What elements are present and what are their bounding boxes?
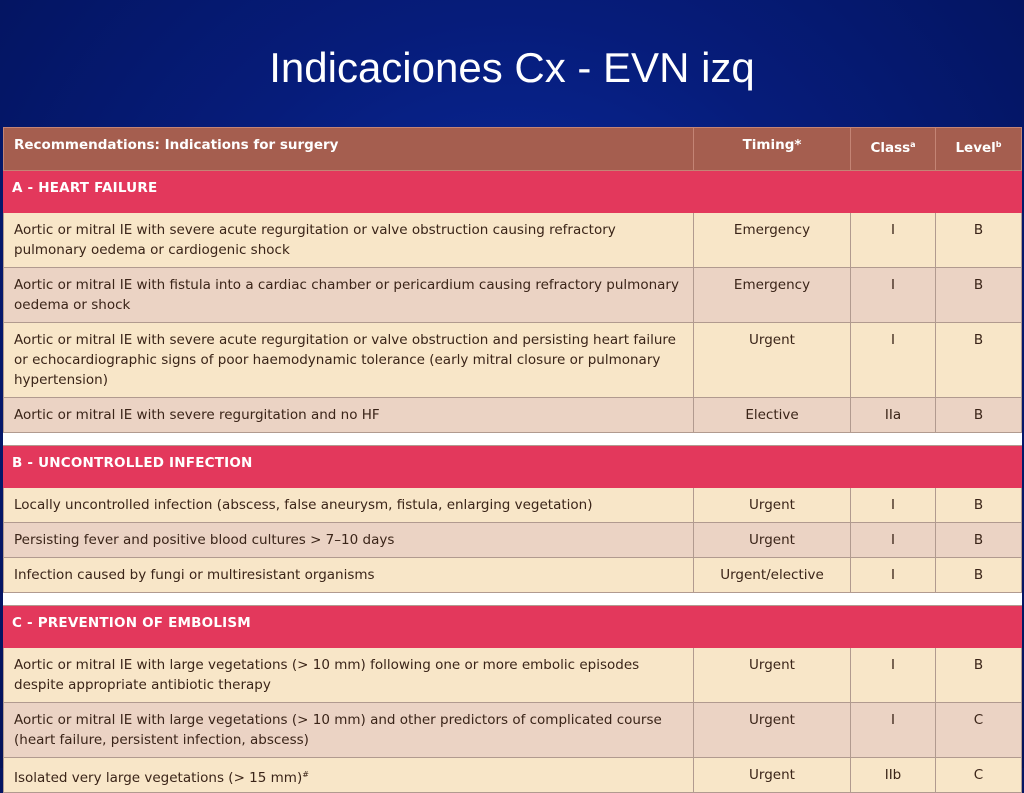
slide-title: Indicaciones Cx - EVN izq (269, 44, 755, 91)
header-class (851, 128, 936, 171)
recommendation-cell: Aortic or mitral IE with severe regurgitation and no HF (4, 398, 694, 433)
class-cell: I (851, 323, 936, 398)
table-header-row (4, 128, 1022, 171)
section-row-prevention-of-embolism (4, 606, 1022, 648)
recommendation-cell: Aortic or mitral IE with severe acute regurgitation or valve obstruction causing refractory pulmonary oedema or cardiogenic shock (4, 213, 694, 268)
class-cell: I (851, 703, 936, 758)
spacer-cell (4, 433, 1022, 446)
recommendation-superscript: # (302, 770, 309, 779)
table-row (4, 398, 1022, 433)
section-spacer (4, 593, 1022, 606)
level-cell: B (936, 648, 1022, 703)
level-cell: B (936, 323, 1022, 398)
level-cell: B (936, 558, 1022, 593)
section-row-heart-failure (4, 171, 1022, 213)
header-level (936, 128, 1022, 171)
timing-cell: Emergency (694, 268, 851, 323)
class-cell: I (851, 558, 936, 593)
table-row (4, 758, 1022, 793)
timing-cell: Urgent (694, 488, 851, 523)
level-cell: B (936, 523, 1022, 558)
level-cell: C (936, 703, 1022, 758)
spacer-cell (4, 593, 1022, 606)
recommendations-table (3, 127, 1022, 793)
class-cell: I (851, 268, 936, 323)
recommendation-cell: Infection caused by fungi or multiresistant organisms (4, 558, 694, 593)
header-recommendation: Recommendations: Indications for surgery (4, 128, 694, 171)
header-level-label: Level (955, 140, 996, 156)
recommendation-cell: Aortic or mitral IE with large vegetations (> 10 mm) following one or more embolic episodes despite appropriate antibiotic therapy (4, 648, 694, 703)
class-cell: IIb (851, 758, 936, 793)
table-row (4, 323, 1022, 398)
level-cell: B (936, 398, 1022, 433)
header-level-superscript: b (995, 140, 1002, 149)
timing-cell: Urgent (694, 758, 851, 793)
header-class-superscript: a (910, 140, 916, 149)
recommendation-cell: Aortic or mitral IE with large vegetations (> 10 mm) and other predictors of complicated course (heart failure, persistent infection, abscess) (4, 703, 694, 758)
class-cell: IIa (851, 398, 936, 433)
table-row (4, 703, 1022, 758)
timing-cell: Urgent/elective (694, 558, 851, 593)
timing-cell: Elective (694, 398, 851, 433)
level-cell: B (936, 213, 1022, 268)
recommendation-cell: Persisting fever and positive blood cultures > 7–10 days (4, 523, 694, 558)
table-row (4, 648, 1022, 703)
table-row (4, 523, 1022, 558)
recommendation-cell (4, 758, 694, 793)
class-cell: I (851, 488, 936, 523)
section-row-uncontrolled-infection (4, 446, 1022, 488)
class-cell: I (851, 648, 936, 703)
header-timing: Timing* (694, 128, 851, 171)
table-row (4, 213, 1022, 268)
level-cell: B (936, 488, 1022, 523)
timing-cell: Urgent (694, 523, 851, 558)
timing-cell: Urgent (694, 648, 851, 703)
section-spacer (4, 433, 1022, 446)
section-title: B - UNCONTROLLED INFECTION (4, 446, 1022, 488)
timing-cell: Emergency (694, 213, 851, 268)
recommendation-text: Isolated very large vegetations (> 15 mm) (14, 770, 303, 786)
table-row (4, 488, 1022, 523)
class-cell: I (851, 213, 936, 268)
header-class-label: Class (870, 140, 911, 156)
table-row (4, 268, 1022, 323)
recommendations-table-container (3, 127, 1021, 786)
section-title: A - HEART FAILURE (4, 171, 1022, 213)
class-cell: I (851, 523, 936, 558)
level-cell: C (936, 758, 1022, 793)
section-title: C - PREVENTION OF EMBOLISM (4, 606, 1022, 648)
level-cell: B (936, 268, 1022, 323)
table-row (4, 558, 1022, 593)
recommendation-cell: Aortic or mitral IE with severe acute regurgitation or valve obstruction and persisting heart failure or echocardiographic signs of poor haemodynamic tolerance (early mitral closure or pulmonary hypertension) (4, 323, 694, 398)
timing-cell: Urgent (694, 703, 851, 758)
recommendation-cell: Locally uncontrolled infection (abscess, false aneurysm, fistula, enlarging vegetation) (4, 488, 694, 523)
recommendation-cell: Aortic or mitral IE with fistula into a cardiac chamber or pericardium causing refractory pulmonary oedema or shock (4, 268, 694, 323)
timing-cell: Urgent (694, 323, 851, 398)
